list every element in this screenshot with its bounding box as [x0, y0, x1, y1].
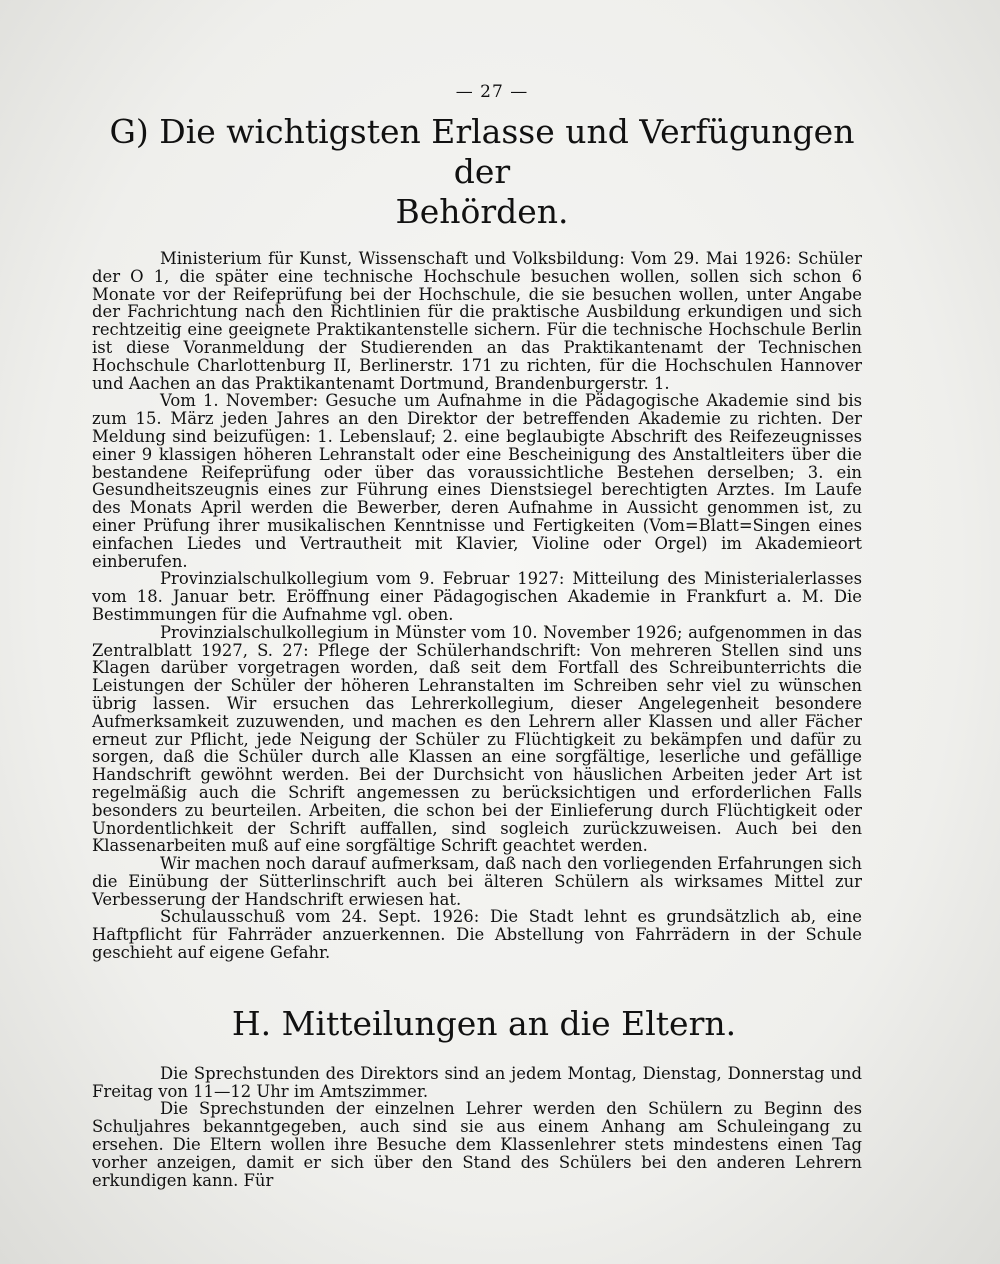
paragraph-sprechstunden-lehrer: Die Sprechstunden der einzelnen Lehrer werden den Schülern zu Beginn des Schuljahres bekanntgegeben, auch sind sie aus einem Anhang am Schuleingang zu ersehen. Die Eltern wollen ihre Besuche dem Klassenlehrer stets mindestens einen Tag vorher anzeigen, damit er sich über den Stand des Schülers bei den anderen Lehrern erkundigen kann. Für [92, 1099, 862, 1190]
section-h-title: H. Mitteilungen an die Eltern. [231, 1003, 737, 1043]
section-g-title-line2: Behörden. [395, 192, 569, 231]
paragraph-provinzial-1927: Provinzialschulkollegium vom 9. Februar 1927: Mitteilung des Ministerialerlasses vom 18. Januar betr. Eröffnung einer Pädagogischen Akademie in Frankfurt a. M. Die Bestimmungen für die Aufnahme vgl. oben. [92, 569, 862, 624]
paragraph-ministerium: Ministerium für Kunst, Wissenschaft und Volksbildung: Vom 29. Mai 1926: Schüler der O 1, die später eine technische Hochschule besuchen wollen, sollen sich schon 6 Monate vor der Reifeprüfung bei der Hochschule, die sie besuchen wollen, unter Angabe der Fachrichtung nach den Richtlinien für die praktische Ausbildung erkundigen und sich rechtzeitig eine geeignete Praktikantenstelle sichern. Für die technische Hochschule Berlin ist diese Voranmeldung der Studierenden an das Praktikantenamt der Technischen Hochschule Charlottenburg II, Berlinerstr. 171 zu richten, für die Hochschulen Hannover und Aachen an das Praktikantenamt Dortmund, Brandenburgerstr. 1. [92, 249, 862, 393]
paragraph-november: Vom 1. November: Gesuche um Aufnahme in die Pädagogische Akademie sind bis zum 15. März jeden Jahres an den Direktor der betreffenden Akademie zu richten. Der Meldung sind beizufügen: 1. Lebenslauf; 2. eine beglaubigte Abschrift des Reifezeugnisses einer 9 klassigen höheren Lehranstalt oder eine Bescheinigung des Anstaltleiters über die bestandene Reifeprüfung oder über das voraussichtliche Bestehen derselben; 3. ein Gesundheitszeugnis eines zur Führung eines Dienstsiegel berechtigten Arztes. Im Laufe des Monats April werden die Bewerber, deren Aufnahme in Aussicht genommen ist, zu einer Prüfung ihrer musikalischen Kenntnisse und Fertigkeiten (Vom=Blatt=Singen eines einfachen Liedes und Vertrautheit mit Klavier, Violine oder Orgel) im Akademieort einberufen. [92, 391, 862, 571]
section-g-title [92, 112, 862, 232]
paragraph-suetterlin: Wir machen noch darauf aufmerksam, daß nach den vorliegenden Erfahrungen sich die Einübung der Sütterlinschrift auch bei älteren Schülern als wirksames Mittel zur Verbesserung der Handschrift erwiesen hat. [92, 854, 862, 909]
section-g-title-line1: G) Die wichtigsten Erlasse und Verfügungen der [109, 112, 855, 191]
page-number: — 27 — [455, 82, 529, 102]
paragraph-schulausschuss: Schulausschuß vom 24. Sept. 1926: Die Stadt lehnt es grundsätzlich ab, eine Haftpflicht für Fahrräder anzuerkennen. Die Abstellung von Fahrrädern in der Schule geschieht auf eigene Gefahr. [92, 907, 862, 963]
paragraph-provinzial-handschrift: Provinzialschulkollegium in Münster vom 10. November 1926; aufgenommen in das Zentralblatt 1927, S. 27: Pflege der Schülerhandschrift: Von mehreren Stellen sind uns Klagen darüber vorgetragen worden, daß seit dem Fortfall des Schreibunterrichts die Leistungen der Schüler der höheren Lehranstalten im Schreiben sehr viel zu wünschen übrig lassen. Wir ersuchen das Lehrerkollegium, dieser Angelegenheit besondere Aufmerksamkeit zuzuwenden, und machen es den Lehrern aller Klassen und aller Fächer erneut zur Pflicht, jede Neigung der Schüler zu Flüchtigkeit zu bekämpfen und dafür zu sorgen, daß die Schüler durch alle Klassen an eine sorgfältige, leserliche und gefällige Handschrift gewöhnt werden. Bei der Durchsicht von häuslichen Arbeiten jeder Art ist regelmäßig auch die Schrift angemessen zu berücksichtigen und erforderlichen Falls besonders zu beurteilen. Arbeiten, die schon bei der Einlieferung durch Flüchtigkeit oder Unordentlichkeit der Schrift auffallen, sind sogleich zurückzuweisen. Auch bei den Klassenarbeiten muß auf eine sorgfältige Schrift geachtet werden. [92, 622, 862, 856]
paragraph-sprechstunden-direktor: Die Sprechstunden des Direktors sind an jedem Montag, Dienstag, Donnerstag und Freitag von 11—12 Uhr im Amtszimmer. [92, 1063, 862, 1101]
